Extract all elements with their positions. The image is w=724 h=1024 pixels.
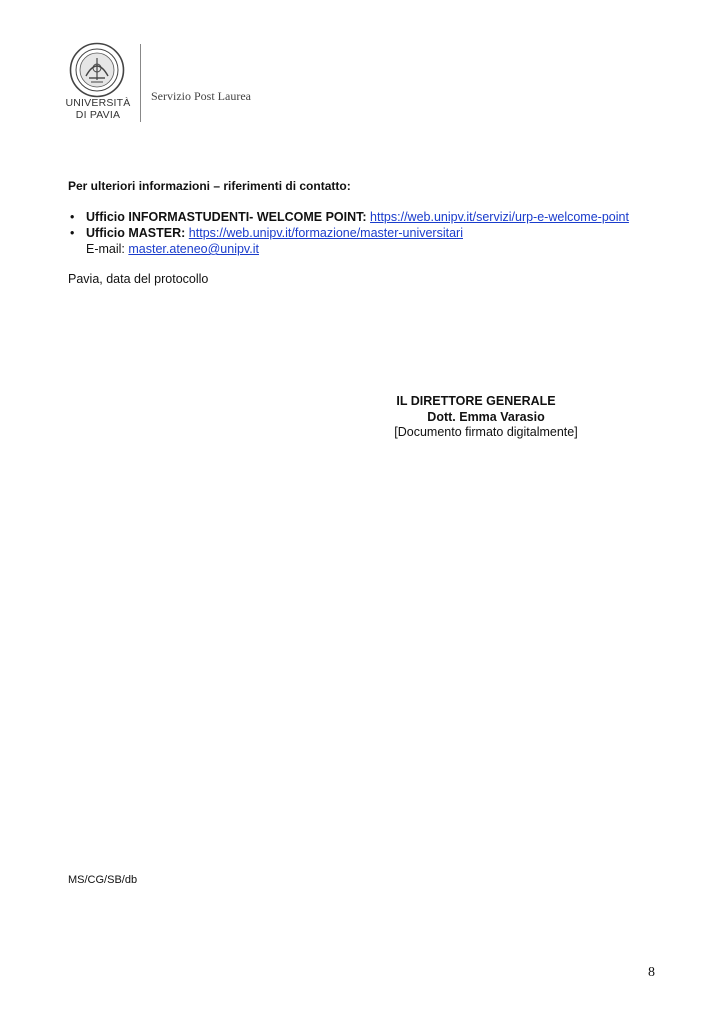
contacts-heading: Per ulteriori informazioni – riferimenti di contatto: <box>68 179 351 193</box>
bullet-icon: • <box>70 226 75 240</box>
signature-block <box>378 394 594 441</box>
email-label: E-mail: <box>86 242 125 256</box>
master-link[interactable]: https://web.unipv.it/formazione/master-universitari <box>188 226 463 240</box>
email-link[interactable]: master.ateneo@unipv.it <box>128 242 259 256</box>
university-name-line2: DI PAVIA <box>75 109 121 121</box>
contact-label: Ufficio MASTER: <box>86 226 186 240</box>
document-initials: MS/CG/SB/db <box>68 874 138 886</box>
contact-label: Ufficio INFORMASTUDENTI- WELCOME POINT: <box>86 210 367 224</box>
university-name <box>64 97 132 121</box>
contacts-list <box>68 209 629 257</box>
page-number: 8 <box>648 965 655 980</box>
header-divider <box>140 44 141 122</box>
university-seal-logo <box>69 42 125 98</box>
contact-item-master <box>68 225 629 241</box>
contact-email-row <box>68 241 629 257</box>
university-name-line1: UNIVERSITÀ <box>65 97 131 109</box>
signature-note: [Documento firmato digitalmente] <box>394 425 578 439</box>
place-date: Pavia, data del protocollo <box>68 272 209 286</box>
signatory-name: Dott. Emma Varasio <box>427 409 545 424</box>
bullet-icon: • <box>70 210 75 224</box>
welcome-point-link[interactable]: https://web.unipv.it/servizi/urp-e-welcome-point <box>370 210 629 224</box>
service-name: Servizio Post Laurea <box>151 89 251 103</box>
signatory-title: IL DIRETTORE GENERALE <box>396 394 556 408</box>
contact-item-informastudenti <box>68 209 629 225</box>
